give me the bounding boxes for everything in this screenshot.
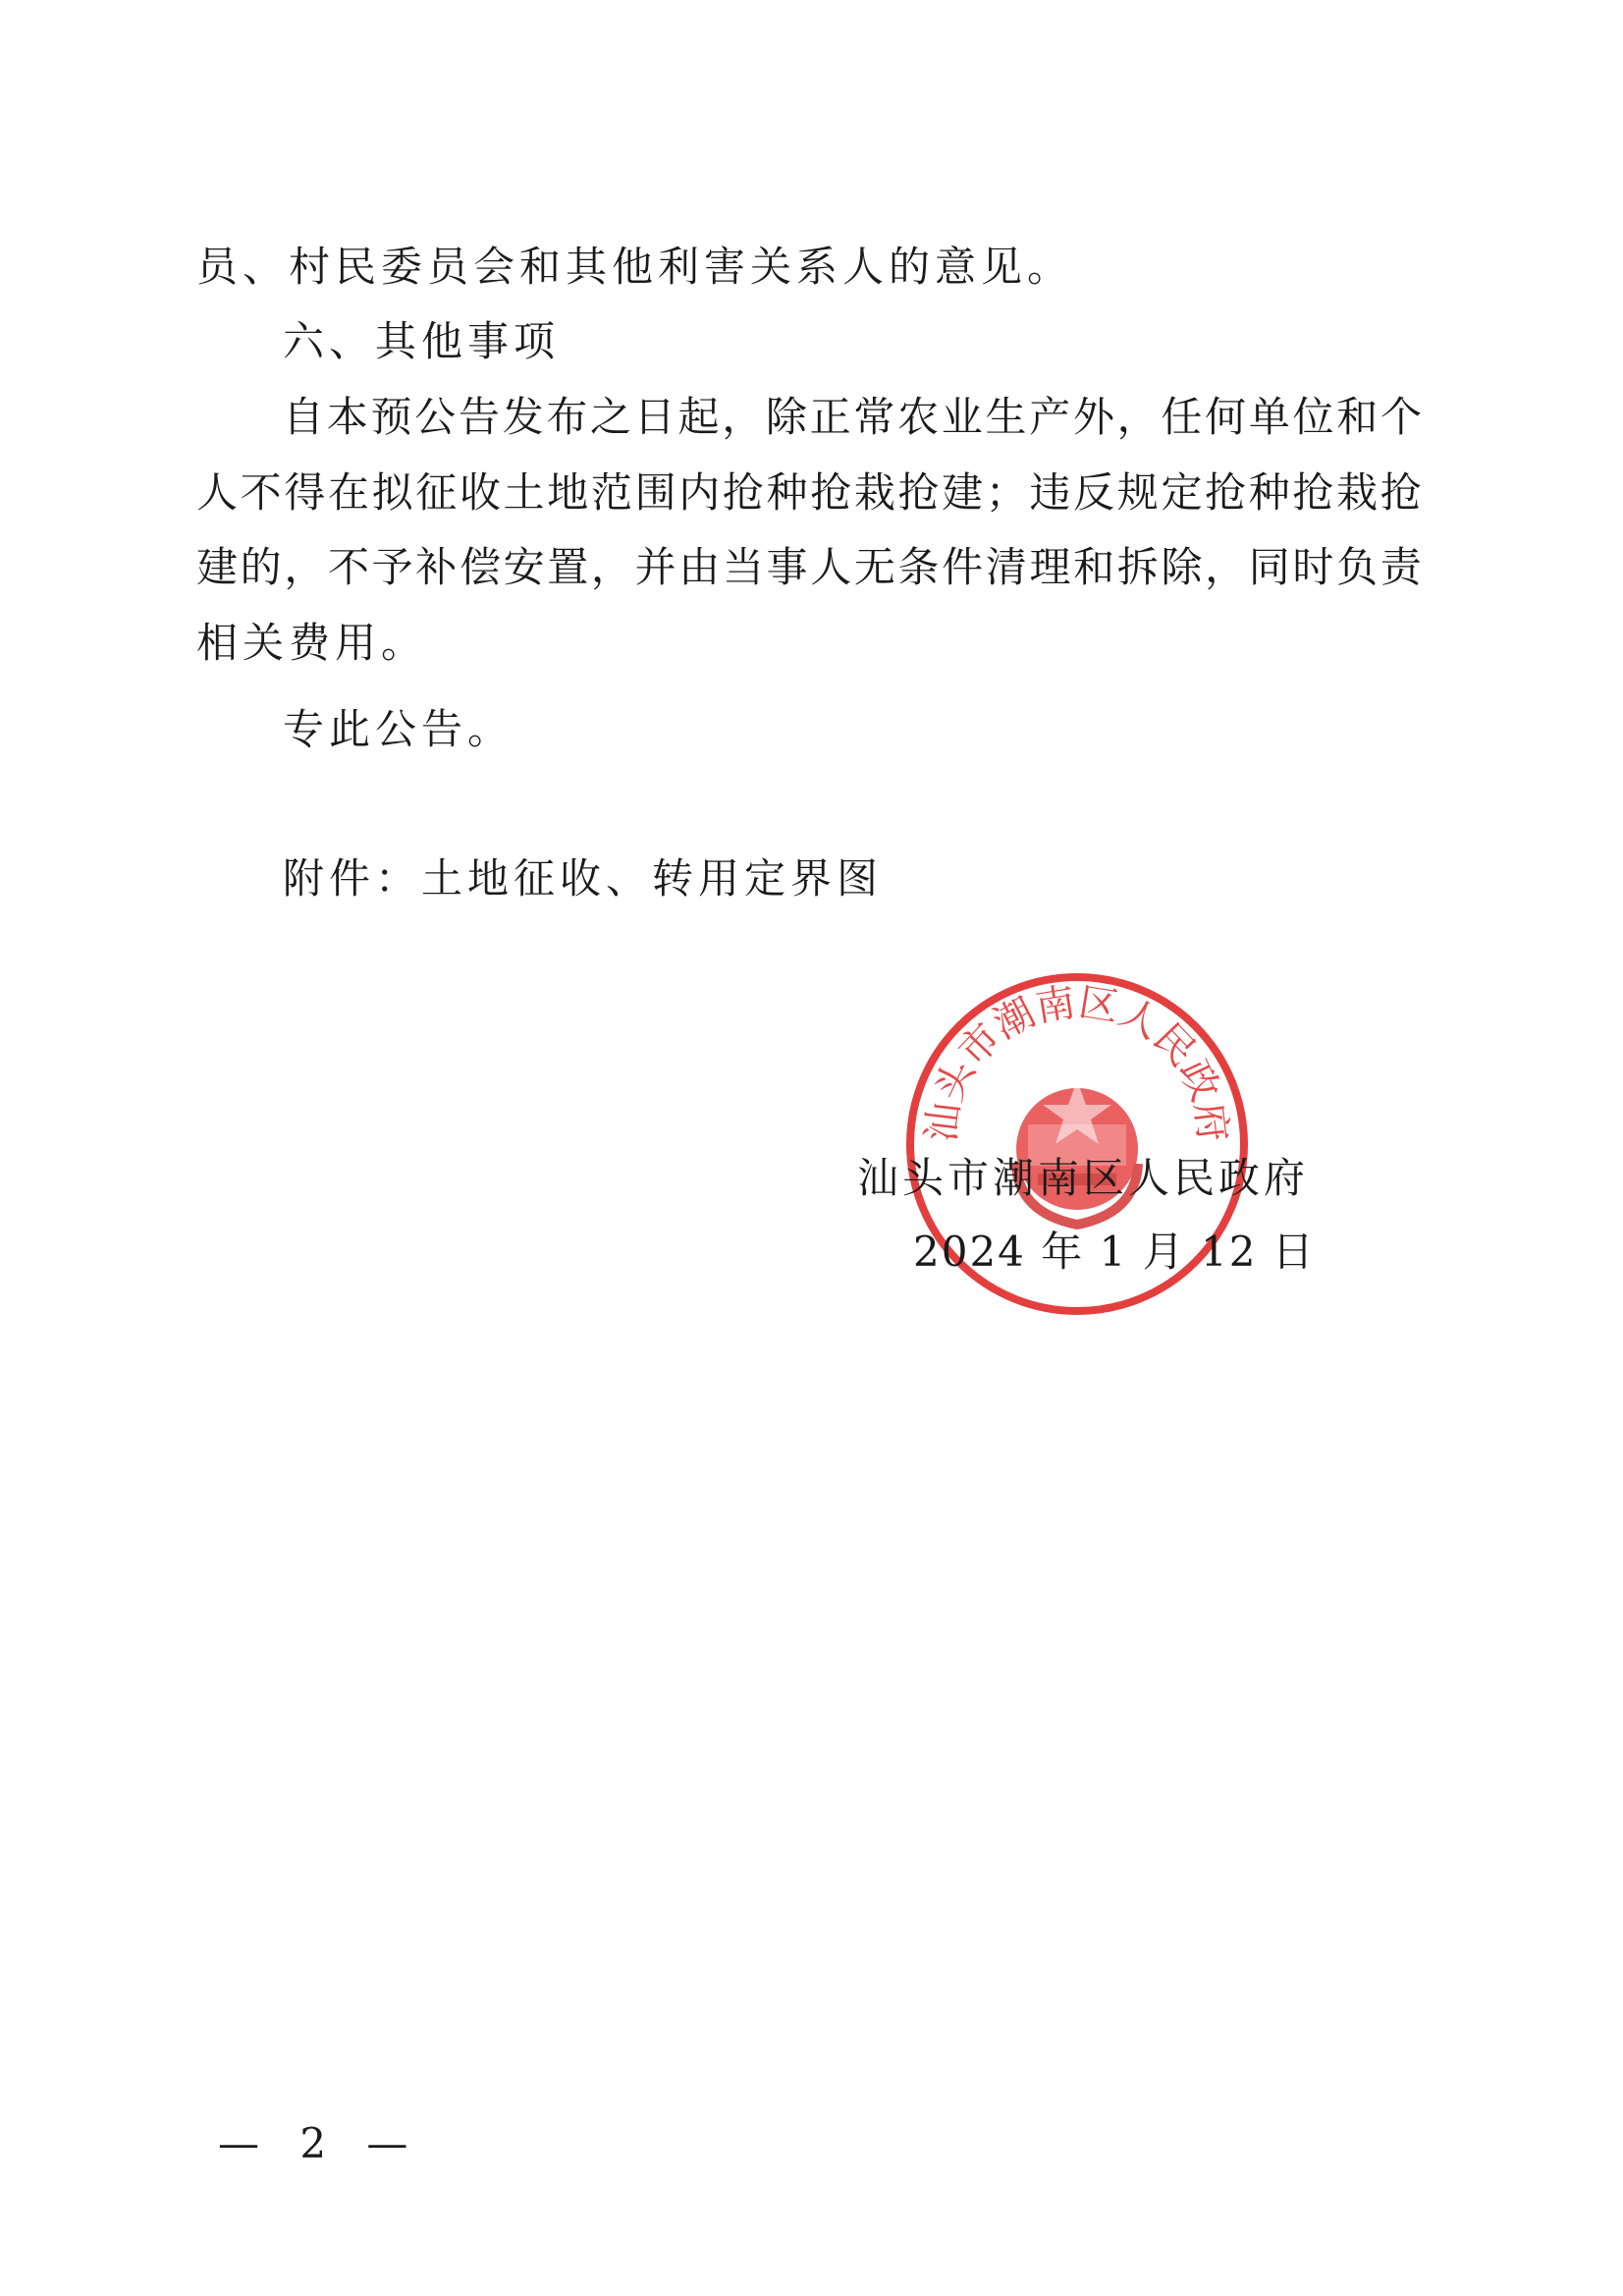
signing-date: 2024 年 1 月 12 日 bbox=[913, 1228, 1316, 1276]
attachment-line: 附件：土地征收、转用定界图 bbox=[283, 854, 884, 902]
page-number: — 2 — bbox=[218, 2119, 422, 2167]
paragraph-line-1: 员、村民委员会和其他利害关系人的意见。 bbox=[196, 243, 1074, 291]
paragraph-line-5: 建 的 ， 不 予 补 偿 安 置 ， 并 由 当 事 人 无 条 件 清 理 和 拆 除 ， 同 时 负 责 bbox=[196, 543, 1422, 591]
seal-text: 汕头市潮南区人民政府 bbox=[918, 979, 1236, 1145]
paragraph-line-6: 相关费用。 bbox=[196, 619, 428, 667]
signing-organization: 汕头市潮南区人民政府 bbox=[857, 1154, 1310, 1202]
section-heading: 六、其他事项 bbox=[283, 317, 561, 365]
paragraph-line-3: 自 本 预 公 告 发 布 之 日 起 ， 除 正 常 农 业 生 产 外 ， 任 何 单 位 和 个 bbox=[283, 393, 1422, 441]
closing-statement: 专此公告。 bbox=[283, 705, 514, 753]
paragraph-line-4: 人 不 得 在 拟 征 收 土 地 范 围 内 抢 种 抢 栽 抢 建 ； 违 反 规 定 抢 种 抢 栽 抢 bbox=[196, 468, 1422, 517]
